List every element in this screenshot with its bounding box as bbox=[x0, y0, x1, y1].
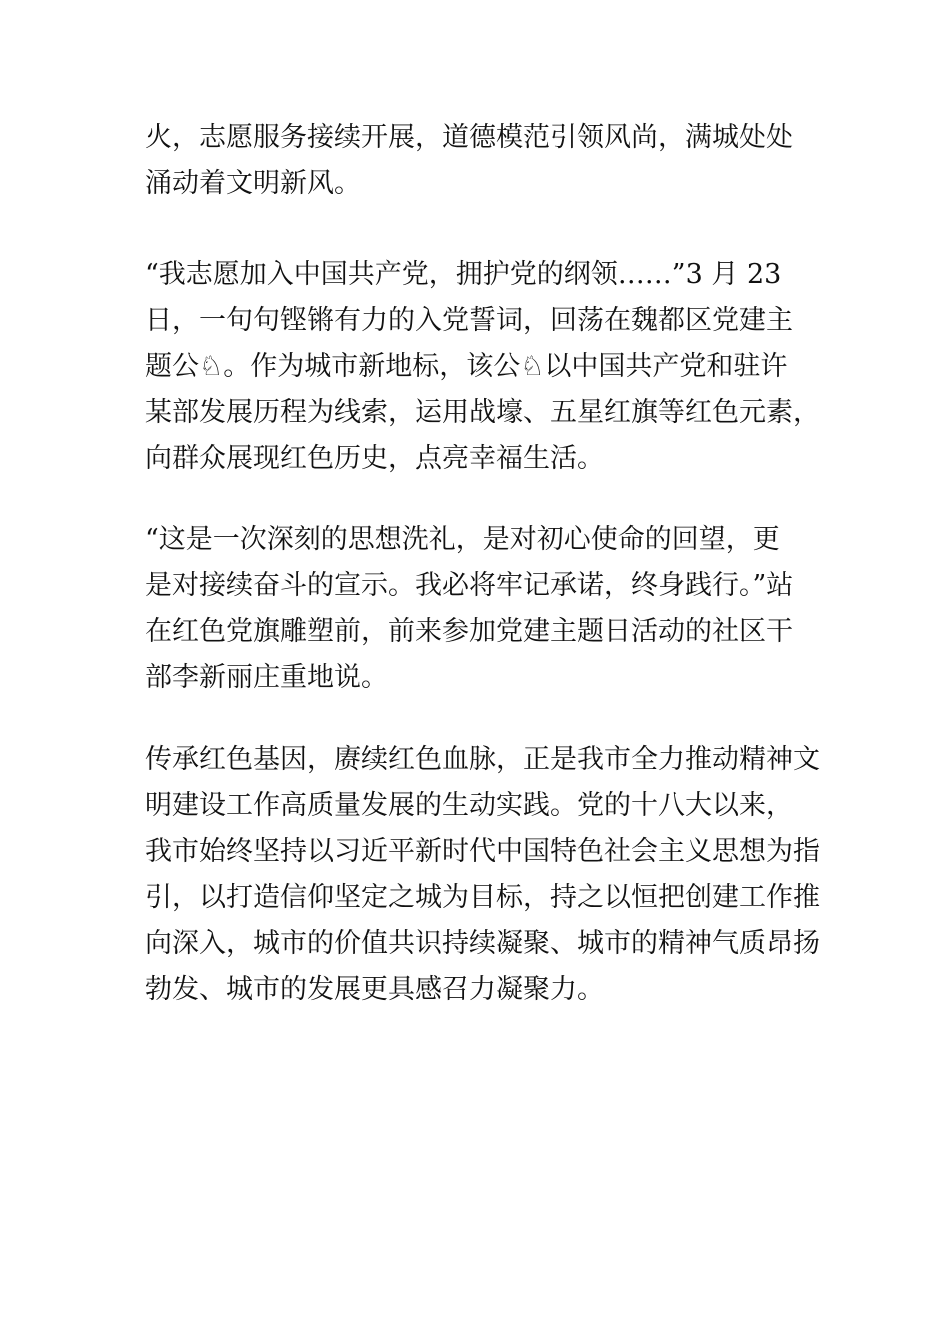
text-line: 是对接续奋斗的宣示。我必将牢记承诺，终身践行。”站 bbox=[145, 570, 794, 601]
text-line: 部李新丽庄重地说。 bbox=[145, 662, 388, 693]
paragraph-civilization-atmosphere bbox=[145, 115, 835, 207]
text-line: 日，一句句铿锵有力的入党誓词，回荡在魏都区党建主 bbox=[145, 305, 793, 336]
text-line: 在红色党旗雕塑前，前来参加党建主题日活动的社区干 bbox=[145, 616, 793, 647]
text-line: 涌动着文明新风。 bbox=[145, 168, 361, 199]
text-line: 我市始终坚持以习近平新时代中国特色社会主义思想为指 bbox=[145, 836, 820, 867]
text-line: “我志愿加入中国共产党，拥护党的纲领……”3 月 23 bbox=[145, 259, 782, 290]
text-line: 引，以打造信仰坚定之城为目标，持之以恒把创建工作推 bbox=[145, 882, 820, 913]
text-line: 勃发、城市的发展更具感召力凝聚力。 bbox=[145, 974, 604, 1005]
paragraph-party-park bbox=[145, 252, 835, 482]
text-line: 向群众展现红色历史，点亮幸福生活。 bbox=[145, 443, 604, 474]
text-line: “这是一次深刻的思想洗礼，是对初心使命的回望，更 bbox=[145, 524, 780, 555]
text-line: 传承红色基因，赓续红色血脉，正是我市全力推动精神文 bbox=[145, 744, 820, 775]
text-line: 向深入，城市的价值共识持续凝聚、城市的精神气质昂扬 bbox=[145, 928, 820, 959]
text-line: 题公♘。作为城市新地标，该公♘以中国共产党和驻许 bbox=[145, 351, 788, 382]
text-line: 明建设工作高质量发展的生动实践。党的十八大以来， bbox=[145, 790, 793, 821]
text-line: 火，志愿服务接续开展，道德模范引领风尚，满城处处 bbox=[145, 122, 793, 153]
paragraph-quote-li-xinli bbox=[145, 517, 835, 701]
text-line: 某部发展历程为线索，运用战壕、五星红旗等红色元素， bbox=[145, 397, 820, 428]
paragraph-red-gene bbox=[145, 737, 835, 1013]
